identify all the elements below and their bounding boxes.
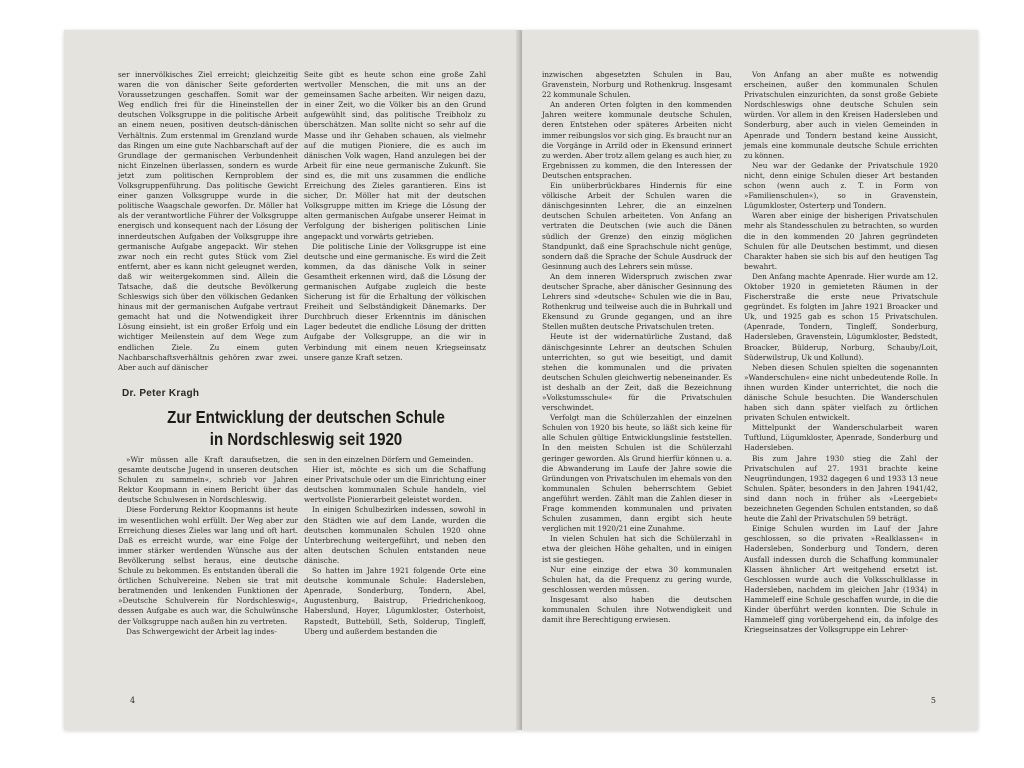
paragraph: Von Anfang an aber mußte es notwendig erscheinen, außer den kommunalen Schulen Privatschulen einzurichten, da sonst große Gebiete Nordschleswigs ohne deutsche Schulen sein würden. Vor allem in den Kreisen Hadersleben und Sonderburg, aber auch in vielen Gemeinden in Apenrade und Tondern bestand keine Aussicht, jemals eine kommunale deutsche Schule errichten zu können.: [744, 70, 938, 160]
paragraph: »Wir müssen alle Kraft daraufsetzen, die gesamte deutsche Jugend in unseren deutschen Schulen zu sammeln«, schrieb vor Jahren Rektor Koopmann in einem Bericht über das deutsche Schulwesen in Nordschleswig.: [118, 455, 298, 505]
title-line-1: Zur Entwicklung der deutschen Schule: [167, 407, 445, 427]
right-page-column-1: [542, 70, 732, 625]
paragraph: inzwischen abgesetzten Schulen in Bau, Gravenstein, Norburg und Rothenkrug. Insgesamt 22 kommunale Schulen.: [542, 70, 732, 100]
paragraph: Heute ist der widernatürliche Zustand, daß dänischgesinnte Lehrer an deutschen Schulen unterrichten, so gut wie beseitigt, und damit stehen die kommunalen und die privaten deutschen Schulen gleichwertig nebeneinander. Es ist deshalb an der Zeit, daß die Bezeichnung »Volkstumsschule« für die Privatschulen verschwindet.: [542, 332, 732, 413]
right-page-column-2: [744, 70, 938, 635]
paragraph: Hier ist, möchte es sich um die Schaffung einer Privatschule oder um die Einrichtung einer deutschen kommunalen Schule handeln, viel wertvollste Pionierarbeit geleistet worden.: [304, 465, 486, 505]
paragraph: sen in den einzelnen Dörfern und Gemeinden.: [304, 455, 474, 464]
paragraph: Die politische Linie der Volksgruppe ist eine deutsche und eine germanische. Es wird die Zeit kommen, da das dänische Volk in seiner Gesamtheit erkennen wird, daß die Lösung der germanischen Aufgabe zugleich die beste Sicherung ist für die Erhaltung der völkischen Freiheit und Selbständigkeit Dänemarks. Der Durchbruch dieser Erkenntnis im dänischen Lager bedeutet die endliche Lösung der dritten Aufgabe der Volksgruppe, an die wir in Verbindung mit einem neuen Kriegseinsatz unsere ganze Kraft setzen.: [304, 241, 486, 362]
left-page-column-4: [304, 455, 486, 637]
right-page: [522, 30, 978, 730]
paragraph: Das Schwergewicht der Arbeit lag indes-: [126, 626, 277, 636]
paragraph: Einige Schulen wurden im Lauf der Jahre geschlossen, so die privaten »Realklassen« in Hadersleben, Sonderburg und Tondern, deren Ausfall indessen durch die Schaffung kommunaler Klassen ähnlicher Art weitgehend ersetzt ist. Geschlossen wurde auch die Volksschulklasse in Hadersleben, nachdem im gleichen Jahr (1934) in Hammeleff eine Schule geschaffen wurde, in die die Kinder überführt werden konnten. Die Schule in Hammeleff ging vorübergehend ein, da infolge des Kriegseinsatzes der Volksgruppe ein Lehrer-: [744, 524, 938, 635]
paragraph: Mittelpunkt der Wanderschularbeit waren Tuftlund, Lügumkloster, Apenrade, Sonderburg und Hadersleben.: [744, 423, 938, 453]
paragraph: Seite gibt es heute schon eine große Zahl wertvoller Menschen, die mit uns an der gemeinsamen Sache arbeiten. Wir neigen dazu, in einer Zeit, wo die Völker bis an den Grund aufgewühlt sind, das politische Treibholz zu überschätzen. Man sollte nicht so sehr auf die Masse und ihr Gehaben schauen, als vielmehr auf die mutigen Pioniere, die es auch im dänischen Volk wagen, Hand anzulegen bei der Arbeit für eine neue germanische Zukunft. Sie sind es, die mit uns zusammen die endliche Erreichung des Zieles garantieren. Eins ist sicher, Dr. Möller hat mit der deutschen Volksgruppe mitten im Kriege die Lösung der alten germanischen Aufgabe unserer Heimat in Verfolgung der bisherigen politischen Linie angepackt und vorwärts getrieben.: [304, 70, 486, 241]
paragraph: Insgesamt also haben die deutschen kommunalen Schulen ihre Notwendigkeit und damit ihre Berechtigung erwiesen.: [542, 594, 732, 625]
left-page-column-2: [304, 70, 486, 363]
paragraph: Bis zum Jahre 1930 stieg die Zahl der Privatschulen auf 27. 1931 brachte keine Neugründungen, 1932 dagegen 6 und 1933 13 neue Schulen. Später, besonders in den Jahren 1941/42, sind dann noch in früher als »Leergebiet« bezeichneten Gegenden Schulen entstanden, so daß heute die Zahl der Privatschulen 59 beträgt.: [744, 453, 938, 524]
paragraph: Verfolgt man die Schülerzahlen der einzelnen Schulen von 1920 bis heute, so läßt sich keine für alle Schulen gültige Entwicklungslinie feststellen. In den meisten Schulen ist die Schülerzahl geringer geworden. Als Grund hierfür können u. a. die Abwanderung im Laufe der Jahre sowie die Gründungen von Privatschulen im ehemals von den kommunalen Schulen beherrschtem Gebiet angeführt werden. Zählt man die Zahlen dieser in Frage kommenden kommunalen und privaten Schulen zusammen, dann ergibt sich heute verglichen mit 1920/21 eine Zunahme.: [542, 413, 732, 534]
left-page-column-3: [118, 455, 298, 637]
paragraph: Waren aber einige der bisherigen Privatschulen mehr als Standesschulen zu betrachten, so wurden die in den kommenden 20 Jahren gegründeten Schulen für alle Deutschen bestimmt, und diesen Charakter haben sie sich bis auf den heutigen Tag bewahrt.: [744, 211, 938, 271]
paragraph: In vielen Schulen hat sich die Schülerzahl in etwa der gleichen Höhe gehalten, und in einigen ist sie gestiegen.: [542, 534, 732, 564]
booklet-spread: [64, 30, 980, 730]
article-author: Dr. Peter Kragh: [122, 388, 200, 399]
left-page-column-1: [118, 70, 298, 373]
paragraph: Nur eine einzige der etwa 30 kommunalen Schulen hat, da die Frequenz zu gering wurde, geschlossen werden müssen.: [542, 564, 732, 594]
paragraph: An dem inneren Widerspruch zwischen zwar deutscher Sprache, aber dänischer Gesinnung des Lehrers sind »deutsche« Schulen wie die in Bau, Rothenkrug und teilweise auch die in Buhrkall und Ekensund zu Grunde gegangen, und an ihre Stellen mußten deutsche Privatschulen treten.: [542, 271, 732, 332]
paragraph: Neben diesen Schulen spielten die sogenannten »Wanderschulen« eine nicht unbedeutende Rolle. In ihnen wurden Kinder unterrichtet, die noch die dänische Schule besuchten. Die Wanderschulen haben sich dann später vielfach zu örtlichen privaten Schulen entwickelt.: [744, 362, 938, 423]
paragraph: Diese Forderung Rektor Koopmanns ist heute im wesentlichen wohl erfüllt. Der Weg aber zur Erreichung dieses Zieles war lang und oft hart. Daß es erreicht wurde, war eine Folge der immer stärker werdenden Wünsche aus der Bevölkerung selbst heraus, eine deutsche Schule zu bekommen. Es entstanden überall die örtlichen Schulvereine. Neben sie trat mit beratmenden und lenkenden Funktionen der »Deutsche Schulverein für Nordschleswig«, dessen Aufgabe es auch war, die Schulwünsche der Volksgruppe nach außen hin zu vertreten.: [118, 505, 298, 626]
article-title: [148, 406, 464, 450]
paragraph: In einigen Schulbezirken indessen, sowohl in den Städten wie auf dem Lande, wurden die deutschen kommunalen Schulen 1920 ohne Unterbrechung weitergeführt, und neben den alten deutschen Schulen entstanden neue dänische.: [304, 505, 486, 565]
page-number-right: 5: [930, 696, 936, 705]
paragraph: ser innervölkisches Ziel erreicht; gleichzeitig waren die von dänischer Seite geforderten Voraussetzungen geschaffen. Somit war der Weg endlich frei für die Hineinstellen der deutschen Volksgruppe in die politische Arbeit an einem neuen, positiven deutsch-dänischen Verhältnis. Zum erstenmal im Grenzland wurde das Ringen um eine gute Nachbarschaft auf der Grundlage der germanischen Verbundenheit nicht Einzelnen überlassen, sondern es wurde jetzt zum politischen Kernproblem der Volksgruppenführung. Das politische Gewicht einer ganzen Volksgruppe wurde in die politische Waagschale geworfen. Dr. Möller hat als der verantwortliche Führer der Volksgruppe energisch und konsequent nach der Lösung der innerdeutschen Aufgaben der Volksgruppe ihre germanische Aufgabe angepackt. Wir stehen zwar noch ein recht gutes Stück vom Ziel entfernt, aber es kann nicht geleugnet werden, daß wir weitergekommen sind. Allein die Tatsache, daß die deutsche Bevölkerung Schleswigs sich über den völkischen Gedanken hinaus mit der germanischen Aufgabe vertraut gemacht hat und die Notwendigkeit ihrer Lösung einsieht, ist ein großer Erfolg und ein wichtiger Meilenstein auf dem Wege zum endlichen Ziele. Zu einem guten Nachbarschaftsverhältnis gehören zwar zwei. Aber auch auf dänischer: [118, 70, 298, 372]
left-page: [64, 30, 521, 730]
paragraph: Den Anfang machte Apenrade. Hier wurde am 12. Oktober 1920 in gemieteten Räumen in der Fischerstraße die erste neue Privatschule gegründet. Es folgten im Jahre 1921 Broacker und Uk, und 1925 gab es schon 15 Privatschulen. (Apenrade, Tondern, Tingleff, Sonderburg, Hadersleben, Gravenstein, Lügumkloster, Bedstedt, Broacker, Bülderup, Norburg, Schauby/Loit, Süderwilstrup, Uk und Kollund).: [744, 271, 938, 362]
paragraph: Neu war der Gedanke der Privatschule 1920 nicht, denn einige Schulen dieser Art bestanden schon (wenn auch z. T. in Form von »Familienschulen«), so in Gravenstein, Lügumkloster, Osterterp und Tondern.: [744, 160, 938, 211]
title-line-2: in Nordschleswig seit 1920: [209, 429, 403, 449]
page-number-left: 4: [130, 696, 136, 705]
paragraph: So hatten im Jahre 1921 folgende Orte eine deutsche kommunale Schule: Hadersleben, Apenrade, Sonderburg, Tondern, Abel, Augustenburg, Baistrup, Friedrichenkoog, Haberslund, Hoyer, Lügumkloster, Osterhoist, Rapstedt, Buttebüll, Seth, Solderup, Tingleff, Uberg und außerdem bestanden die: [304, 566, 486, 636]
paragraph: Ein unüberbrückbares Hindernis für eine völkische Arbeit der Schulen waren die dänischgesinnten Lehrer, die an einzelnen deutschen Schulen arbeiteten. Von Anfang an vertraten die Deutschen (wie auch die Dänen südlich der Grenze) den einzig möglichen Standpunkt, daß eine Sprachschule nicht genüge, sondern daß die Sprache der Schule Ausdruck der Gesinnung auch des Lehrers sein müsse.: [542, 181, 732, 271]
paragraph: An anderen Orten folgten in den kommenden Jahren weitere kommunale deutsche Schulen, deren Entstehen oder späteres Arbeiten nicht immer reibungslos vor sich ging. Es braucht nur an die Vorgänge in Arrild oder in Ekensund erinnert zu werden. Aber trotz allem gelang es auch hier, zu Ergebnissen zu kommen, die den Interessen der Deutschen entsprachen.: [542, 100, 732, 180]
